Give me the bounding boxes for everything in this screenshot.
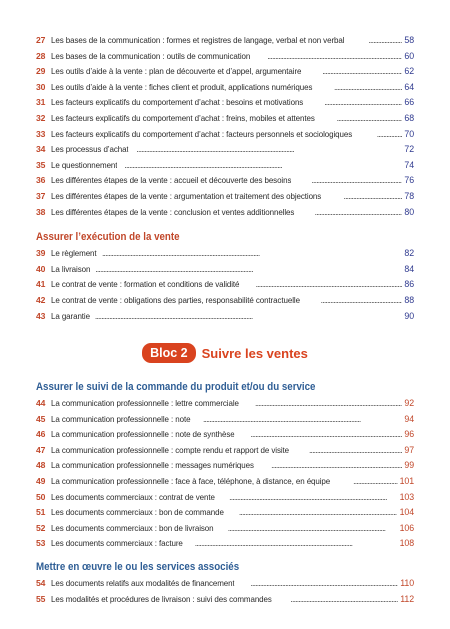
toc-leader-dots bbox=[250, 427, 402, 443]
toc-entry-title: Le règlement bbox=[51, 248, 97, 259]
toc-entry[interactable] bbox=[36, 458, 414, 474]
toc-entry-page: 70 bbox=[404, 128, 414, 139]
toc-list-suivi bbox=[36, 396, 414, 552]
bloc-title: Suivre les ventes bbox=[201, 345, 308, 361]
toc-entry-number: 41 bbox=[36, 279, 46, 290]
toc-entry-title: Le questionnement bbox=[51, 159, 118, 170]
toc-entry-number: 38 bbox=[36, 206, 46, 217]
toc-entry-number: 52 bbox=[36, 522, 46, 533]
toc-entry[interactable] bbox=[36, 189, 414, 205]
toc-entry-page: 84 bbox=[404, 263, 414, 274]
toc-entry[interactable] bbox=[36, 173, 414, 189]
toc-entry-title: Les bases de la communication : outils de communication bbox=[51, 50, 251, 61]
toc-leader-dots bbox=[344, 189, 403, 205]
toc-entry-number: 27 bbox=[36, 35, 46, 45]
toc-entry-title: La communication professionnelle : note de synthèse bbox=[51, 429, 235, 440]
toc-entry[interactable] bbox=[36, 64, 414, 80]
toc-leader-dots bbox=[321, 293, 403, 309]
toc-entry-title: Les documents commerciaux : facture bbox=[51, 538, 183, 549]
toc-entry-title: Les facteurs explicatifs du comportement d’achat : freins, mobiles et attentes bbox=[51, 112, 315, 123]
toc-entry[interactable] bbox=[36, 309, 414, 325]
toc-entry-number: 39 bbox=[36, 248, 46, 259]
toc-entry-number: 35 bbox=[36, 159, 46, 170]
table-of-contents bbox=[36, 33, 414, 607]
section-title-services: Mettre en œuvre le ou les services associés bbox=[36, 561, 240, 574]
toc-leader-dots bbox=[309, 443, 402, 459]
toc-leader-dots bbox=[136, 142, 402, 158]
toc-entry-page: 99 bbox=[404, 460, 414, 471]
toc-leader-dots bbox=[377, 127, 403, 143]
toc-leader-dots bbox=[195, 536, 398, 552]
toc-entry-page: 58 bbox=[404, 35, 414, 45]
toc-list-communication bbox=[36, 33, 414, 220]
toc-entry-number: 54 bbox=[36, 578, 46, 589]
toc-entry[interactable] bbox=[36, 521, 414, 537]
toc-entry[interactable] bbox=[36, 505, 414, 521]
toc-entry-title: La communication professionnelle : messages numériques bbox=[51, 460, 254, 471]
toc-leader-dots bbox=[267, 49, 402, 65]
toc-entry-title: La communication professionnelle : note bbox=[51, 413, 191, 424]
toc-entry-title: La communication professionnelle : face à face, téléphone, à distance, en équipe bbox=[51, 476, 331, 487]
toc-entry-page: 97 bbox=[404, 444, 414, 455]
toc-list-execution bbox=[36, 246, 414, 324]
toc-entry-number: 42 bbox=[36, 294, 46, 305]
toc-entry-page: 76 bbox=[404, 175, 414, 186]
toc-leader-dots bbox=[255, 396, 402, 412]
toc-entry-page: 68 bbox=[404, 112, 414, 123]
toc-entry-number: 43 bbox=[36, 310, 46, 321]
toc-leader-dots bbox=[315, 205, 403, 221]
toc-entry-page: 94 bbox=[404, 413, 414, 424]
toc-entry-title: Les documents relatifs aux modalités de financement bbox=[51, 578, 235, 589]
toc-entry-number: 32 bbox=[36, 112, 46, 123]
toc-leader-dots bbox=[228, 521, 398, 537]
toc-entry-page: 66 bbox=[404, 97, 414, 108]
toc-entry[interactable] bbox=[36, 490, 414, 506]
toc-entry-number: 31 bbox=[36, 97, 46, 108]
toc-entry-title: Les facteurs explicatifs du comportement d’achat : besoins et motivations bbox=[51, 97, 304, 108]
toc-leader-dots bbox=[95, 262, 402, 278]
toc-entry-title: La livraison bbox=[51, 263, 91, 274]
toc-leader-dots bbox=[337, 111, 403, 127]
toc-leader-dots bbox=[353, 474, 397, 490]
toc-entry[interactable] bbox=[36, 127, 414, 143]
section-title-suivi: Assurer le suivi de la commande du produit et/ou du service bbox=[36, 381, 316, 394]
toc-entry-number: 34 bbox=[36, 144, 46, 155]
toc-entry-number: 50 bbox=[36, 491, 46, 502]
toc-entry-page: 60 bbox=[404, 50, 414, 61]
toc-entry[interactable] bbox=[36, 205, 414, 221]
toc-leader-dots bbox=[203, 412, 402, 428]
toc-entry-number: 28 bbox=[36, 50, 46, 61]
toc-leader-dots bbox=[95, 309, 403, 325]
toc-entry-page: 101 bbox=[399, 476, 414, 487]
toc-entry-number: 30 bbox=[36, 81, 46, 92]
bloc-header bbox=[0, 338, 450, 368]
toc-leader-dots bbox=[368, 33, 402, 49]
toc-entry-number: 47 bbox=[36, 444, 46, 455]
toc-entry[interactable] bbox=[36, 158, 414, 174]
toc-entry-title: La communication professionnelle : lettre commerciale bbox=[51, 398, 239, 409]
toc-entry-page: 72 bbox=[404, 144, 414, 155]
toc-entry[interactable] bbox=[36, 412, 414, 428]
toc-entry-title: Les différentes étapes de la vente : conclusion et ventes additionnelles bbox=[51, 206, 295, 217]
toc-leader-dots bbox=[334, 80, 402, 96]
toc-entry-page: 88 bbox=[404, 294, 414, 305]
toc-entry-page: 64 bbox=[404, 81, 414, 92]
toc-entry-number: 37 bbox=[36, 190, 46, 201]
toc-entry[interactable] bbox=[36, 80, 414, 96]
toc-entry[interactable] bbox=[36, 111, 414, 127]
toc-entry-number: 45 bbox=[36, 413, 46, 424]
toc-entry-page: 74 bbox=[404, 159, 414, 170]
toc-entry-title: Le contrat de vente : obligations des parties, responsabilité contractuelle bbox=[51, 294, 300, 305]
toc-entry-number: 53 bbox=[36, 538, 46, 549]
toc-leader-dots bbox=[324, 95, 402, 111]
toc-entry[interactable] bbox=[36, 427, 414, 443]
toc-entry-title: Les différentes étapes de la vente : accueil et découverte des besoins bbox=[51, 175, 292, 186]
toc-leader-dots bbox=[271, 458, 402, 474]
toc-entry-number: 40 bbox=[36, 263, 46, 274]
toc-leader-dots bbox=[250, 576, 398, 592]
toc-entry-number: 55 bbox=[36, 593, 46, 604]
toc-entry-number: 33 bbox=[36, 128, 46, 139]
toc-entry-title: Les facteurs explicatifs du comportement d’achat : facteurs personnels et sociologiques bbox=[51, 128, 353, 139]
toc-entry-title: Les documents commerciaux : bon de commande bbox=[51, 507, 224, 518]
toc-entry-title: Les modalités et procédures de livraison : suivi des commandes bbox=[51, 593, 272, 604]
toc-leader-dots bbox=[239, 505, 398, 521]
toc-entry[interactable] bbox=[36, 474, 414, 490]
toc-entry-number: 44 bbox=[36, 398, 46, 409]
toc-entry-page: 103 bbox=[399, 491, 414, 502]
toc-entry[interactable] bbox=[36, 293, 414, 309]
toc-entry-title: Les documents commerciaux : contrat de vente bbox=[51, 491, 215, 502]
toc-entry[interactable] bbox=[36, 246, 414, 262]
toc-entry-title: La garantie bbox=[51, 310, 90, 321]
toc-entry-number: 36 bbox=[36, 175, 46, 186]
toc-entry-page: 80 bbox=[404, 206, 414, 217]
toc-entry-page: 62 bbox=[404, 66, 414, 77]
toc-entry[interactable] bbox=[36, 49, 414, 65]
toc-entry-title: Les processus d’achat bbox=[51, 144, 129, 155]
toc-entry-title: Les outils d’aide à la vente : fiches client et produit, applications numériques bbox=[51, 81, 313, 92]
toc-entry-page: 104 bbox=[399, 507, 414, 518]
toc-entry-number: 29 bbox=[36, 66, 46, 77]
toc-leader-dots bbox=[322, 64, 402, 80]
toc-entry-page: 78 bbox=[404, 190, 414, 201]
toc-entry-title: Les différentes étapes de la vente : argumentation et traitement des objections bbox=[51, 190, 322, 201]
toc-entry[interactable] bbox=[36, 142, 414, 158]
toc-leader-dots bbox=[229, 490, 397, 506]
toc-entry-page: 110 bbox=[400, 578, 414, 589]
toc-leader-dots bbox=[256, 277, 403, 293]
toc-leader-dots bbox=[290, 592, 398, 608]
toc-entry-number: 48 bbox=[36, 460, 46, 471]
toc-entry-page: 106 bbox=[399, 522, 414, 533]
toc-entry-title: Le contrat de vente : formation et conditions de validité bbox=[51, 279, 240, 290]
toc-entry[interactable] bbox=[36, 396, 414, 412]
toc-list-services bbox=[36, 576, 414, 607]
toc-entry[interactable] bbox=[36, 576, 414, 592]
toc-entry[interactable] bbox=[36, 262, 414, 278]
toc-entry[interactable] bbox=[36, 33, 414, 49]
section-title-execution: Assurer l’exécution de la vente bbox=[36, 231, 180, 244]
toc-entry-title: Les outils d’aide à la vente : plan de découverte et d’appel, argumentaire bbox=[51, 66, 302, 77]
toc-entry-number: 49 bbox=[36, 476, 46, 487]
toc-entry-title: Les documents commerciaux : bon de livraison bbox=[51, 522, 214, 533]
toc-entry[interactable] bbox=[36, 95, 414, 111]
toc-entry-page: 96 bbox=[404, 429, 414, 440]
toc-entry-page: 86 bbox=[404, 279, 414, 290]
bloc-badge: Bloc 2 bbox=[142, 343, 196, 363]
toc-entry[interactable] bbox=[36, 536, 414, 552]
toc-entry[interactable] bbox=[36, 443, 414, 459]
toc-entry-title: Les bases de la communication : formes et registres de langage, verbal et non verbal bbox=[51, 35, 345, 45]
toc-entry-page: 82 bbox=[404, 248, 414, 259]
toc-entry-number: 51 bbox=[36, 507, 46, 518]
toc-entry-page: 108 bbox=[399, 538, 414, 549]
toc-entry-page: 90 bbox=[404, 310, 414, 321]
toc-leader-dots bbox=[124, 158, 402, 174]
toc-leader-dots bbox=[102, 246, 402, 262]
toc-leader-dots bbox=[311, 173, 402, 189]
toc-entry-title: La communication professionnelle : compte rendu et rapport de visite bbox=[51, 444, 290, 455]
toc-entry[interactable] bbox=[36, 592, 414, 608]
toc-entry-number: 46 bbox=[36, 429, 46, 440]
toc-entry-page: 112 bbox=[400, 593, 414, 604]
toc-entry[interactable] bbox=[36, 277, 414, 293]
toc-entry-page: 92 bbox=[404, 398, 414, 409]
